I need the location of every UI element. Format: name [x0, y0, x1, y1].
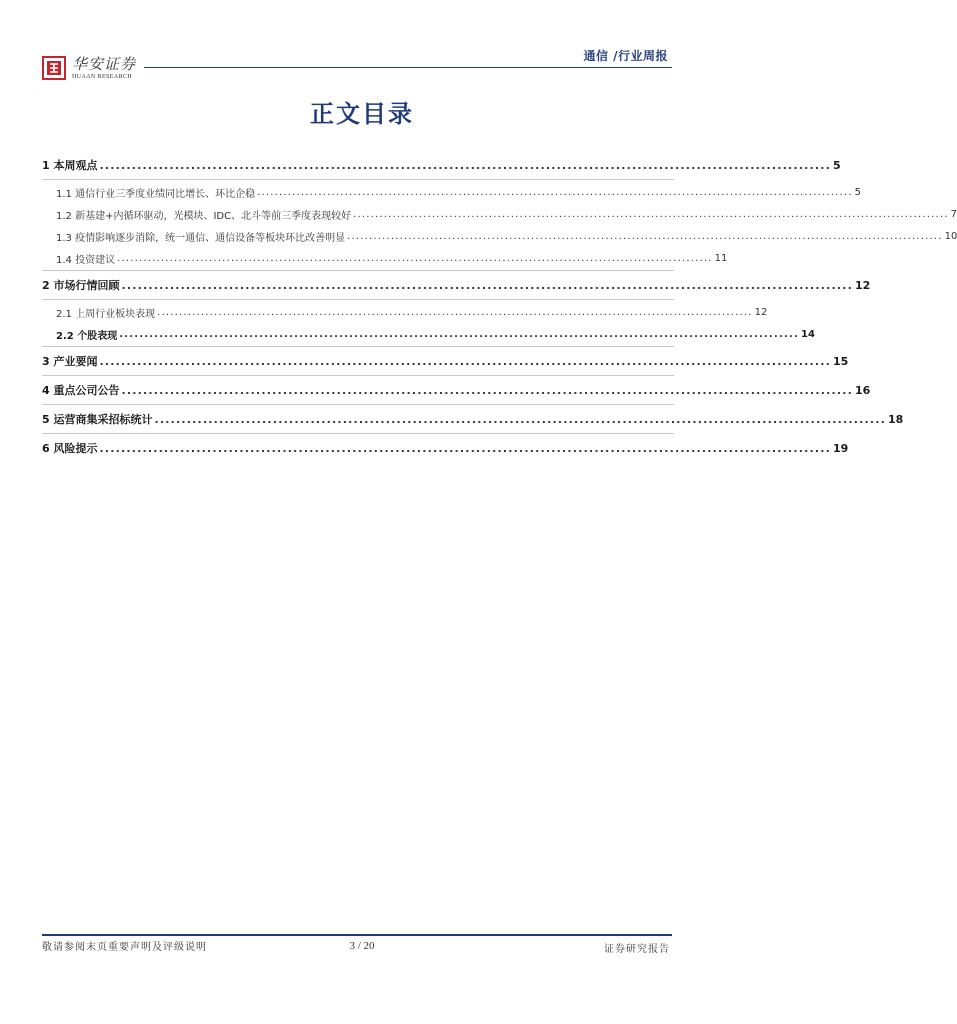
toc-leader: ........................................................................................................................................	[99, 441, 831, 455]
toc-entry-label: 2 市场行情回顾	[42, 279, 120, 292]
divider	[42, 179, 674, 180]
toc-entry-label: 5 运营商集采招标统计	[42, 413, 153, 426]
company-logo	[42, 56, 136, 81]
page-title: 正文目录	[310, 100, 414, 128]
toc-page-number: 12	[754, 306, 768, 318]
table-of-contents	[42, 152, 957, 461]
toc-page-number: 5	[833, 158, 841, 172]
header-divider	[144, 67, 672, 68]
toc-leader: ........................................................................................................................................	[119, 328, 800, 340]
toc-entry-label: 6 风险提示	[42, 442, 98, 455]
toc-entry[interactable]	[42, 181, 861, 203]
toc-entry[interactable]	[42, 348, 849, 374]
toc-entry[interactable]	[42, 323, 815, 345]
toc-entry-label: 1.2 新基建+内循环驱动，光模块、IDC、北斗等前三季度表现较好	[56, 210, 352, 222]
divider	[42, 404, 674, 405]
brand-name-en: HUAAN RESEARCH	[72, 74, 133, 80]
toc-page-number: 15	[833, 354, 849, 368]
divider	[42, 433, 674, 434]
toc-page-number: 19	[833, 441, 849, 455]
toc-leader: ........................................................................................................................................	[157, 306, 753, 318]
toc-entry-label: 2.2 个股表现	[56, 330, 118, 342]
divider	[42, 346, 674, 347]
toc-entry[interactable]	[42, 247, 728, 269]
toc-entry-label: 1.1 通信行业三季度业绩同比增长、环比企稳	[56, 188, 256, 200]
divider	[42, 270, 674, 271]
divider	[42, 375, 674, 376]
toc-entry[interactable]	[42, 203, 957, 225]
toc-leader: ........................................................................................................................................	[257, 186, 853, 198]
toc-page-number: 14	[801, 328, 815, 340]
toc-entry-label: 1 本周观点	[42, 159, 98, 172]
toc-leader: ........................................................................................................................................	[117, 252, 713, 264]
toc-entry[interactable]	[42, 152, 841, 178]
toc-leader: ........................................................................................................................................	[347, 230, 943, 242]
toc-entry[interactable]	[42, 377, 871, 403]
toc-entry[interactable]	[42, 225, 957, 247]
toc-page-number: 11	[714, 252, 728, 264]
toc-leader: ........................................................................................................................................	[154, 412, 886, 426]
toc-leader: ........................................................................................................................................	[99, 158, 831, 172]
toc-entry-label: 4 重点公司公告	[42, 384, 120, 397]
report-category: 通信 /行业周报	[583, 49, 668, 63]
toc-entry-label: 1.4 投资建议	[56, 254, 116, 266]
toc-entry-label: 1.3 疫情影响逐步消除，统一通信、通信设备等板块环比改善明显	[56, 232, 346, 244]
toc-page-number: 16	[855, 383, 871, 397]
page-number-indicator: 3 / 20	[349, 940, 375, 952]
toc-leader: ........................................................................................................................................	[353, 208, 949, 220]
toc-page-number: 5	[854, 186, 861, 198]
footer-disclaimer: 敬请参阅末页重要声明及评级说明	[42, 942, 207, 953]
toc-page-number: 12	[855, 278, 871, 292]
toc-entry-label: 2.1 上周行业板块表现	[56, 308, 156, 320]
toc-page-number: 10	[944, 230, 957, 242]
toc-entry[interactable]	[42, 435, 849, 461]
divider	[42, 299, 674, 300]
page-header	[42, 40, 672, 88]
toc-entry-label: 3 产业要闻	[42, 355, 98, 368]
logo-emblem-icon	[42, 56, 66, 80]
toc-leader: ........................................................................................................................................	[121, 278, 853, 292]
report-type-label: 证券研究报告	[604, 944, 670, 955]
toc-page-number: 7	[950, 208, 957, 220]
brand-name-cn: 华安证券	[72, 55, 137, 73]
toc-entry[interactable]	[42, 406, 904, 432]
toc-leader: ........................................................................................................................................	[121, 383, 853, 397]
footer-divider	[42, 934, 672, 936]
toc-leader: ........................................................................................................................................	[99, 354, 831, 368]
toc-entry[interactable]	[42, 272, 871, 298]
toc-entry[interactable]	[42, 301, 768, 323]
toc-page-number: 18	[888, 412, 904, 426]
